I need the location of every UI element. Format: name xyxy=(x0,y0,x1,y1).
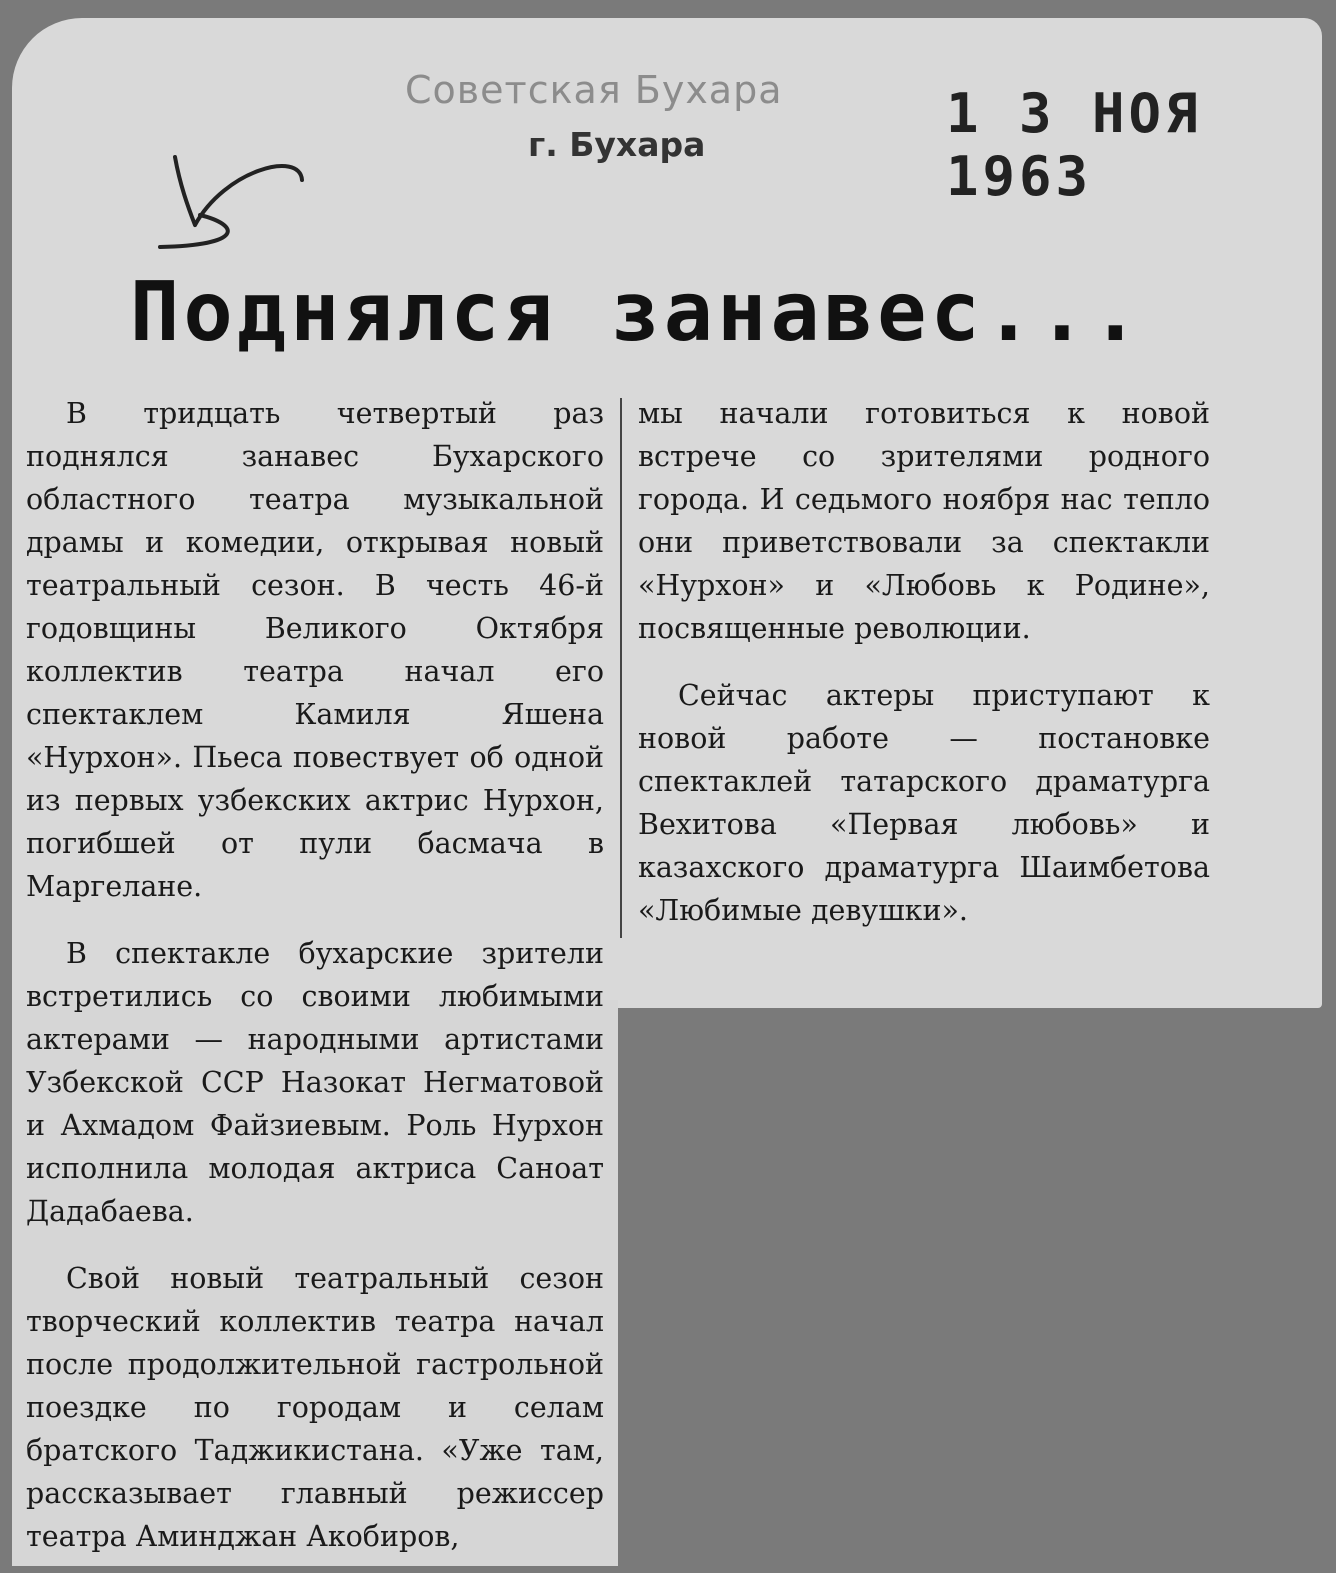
article-paragraph: Сейчас актеры приступают к новой работе — постановке спектаклей татарского драматурга Вехитова «Первая любовь» и казахского драматурга Шаимбетова «Любимые девушки». xyxy=(638,679,1210,927)
date-stamp: 1 3 НОЯ 1963 xyxy=(946,82,1202,208)
article-paragraph: В тридцать четвертый раз поднялся занавес Бухарского областного театра музыкальной драмы и комедии, открывая новый театральный сезон. В честь 46-й годовщины Великого Октября коллектив театра начал его спектаклем Камиля Яшена «Нурхон». Пьеса повествует об одной из первых узбекских актрис Нурхон, погибшей от пули басмача в Маргелане. xyxy=(26,397,604,903)
article-paragraph: Свой новый театральный сезон творческий коллектив театра начал после продолжительной гастрольной поездке по городам и селам братского Таджикистана. «Уже там, рассказывает главный режиссер театра Аминджан Акобиров, xyxy=(26,1262,604,1553)
article-headline: Поднялся занавес... xyxy=(130,265,1144,360)
article-paragraph: В спектакле бухарские зрители встретились со своими любимыми актерами — народными артистами Узбекской ССР Назокат Негматовой и Ахмадом Файзиевым. Роль Нурхон исполнила молодая актриса Саноат Дадабаева. xyxy=(26,937,604,1228)
newspaper-city: г. Бухара xyxy=(528,125,706,164)
article-column-1 xyxy=(26,392,604,1558)
article-column-2 xyxy=(638,392,1210,932)
article-paragraph: мы начали готовиться к новой встрече со зрителями родного города. И седьмого ноября нас тепло они приветствовали за спектакли «Нурхон» и «Любовь к Родине», посвященные революции. xyxy=(638,397,1210,645)
column-divider xyxy=(620,398,622,938)
newspaper-masthead: Советская Бухара xyxy=(405,68,783,112)
handwritten-five-mark xyxy=(140,145,315,260)
